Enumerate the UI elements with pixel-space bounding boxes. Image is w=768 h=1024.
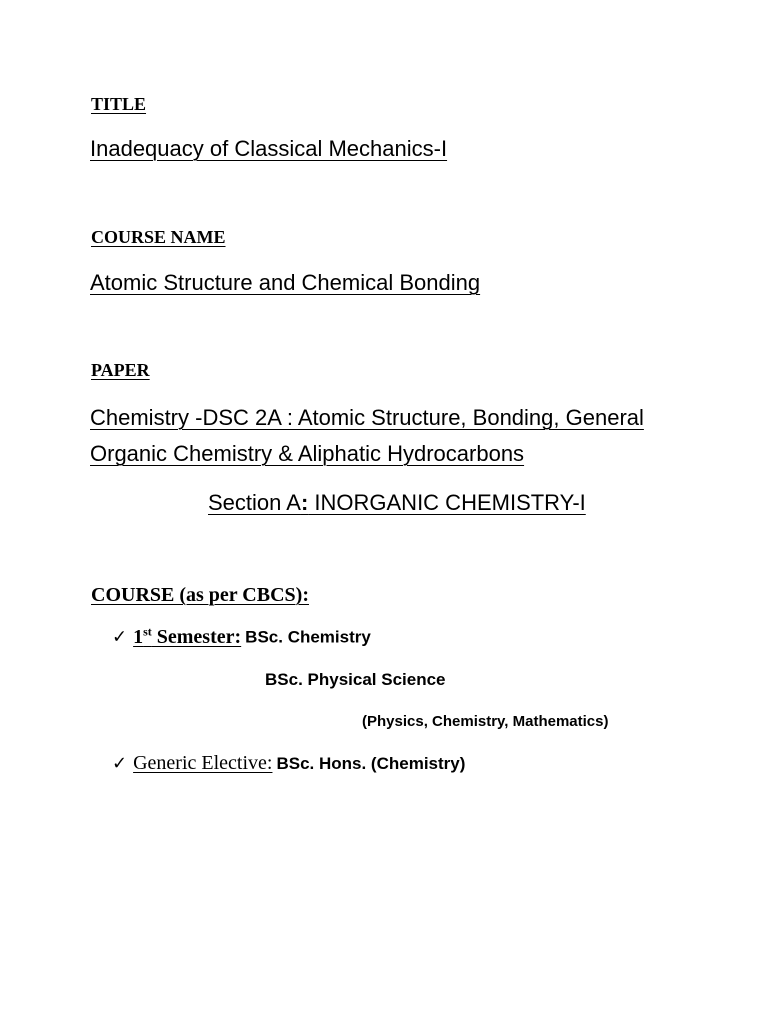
semester-label: 1st Semester: xyxy=(133,624,242,648)
checkmark-icon: ✓ xyxy=(112,626,128,648)
generic-elective-value: BSc. Hons. (Chemistry) xyxy=(276,754,466,773)
course-name-label: COURSE NAME xyxy=(91,227,226,247)
semester-value: BSc. Chemistry xyxy=(245,627,371,647)
section-heading xyxy=(208,490,586,516)
list-item-semester xyxy=(112,624,371,649)
semester-extra-2: (Physics, Chemistry, Mathematics) xyxy=(362,713,609,730)
title-text: Inadequacy of Classical Mechanics-I xyxy=(90,136,448,161)
paper-label: PAPER xyxy=(91,360,150,380)
section-name: INORGANIC CHEMISTRY-I xyxy=(308,490,586,515)
paper-text-line-1: Chemistry -DSC 2A : Atomic Structure, Bonding, General xyxy=(90,405,644,430)
list-item-generic-elective xyxy=(112,752,465,775)
section-prefix: Section A xyxy=(208,490,301,515)
section-colon: : xyxy=(300,490,309,515)
semester-extra-1: BSc. Physical Science xyxy=(265,670,446,689)
course-name-text: Atomic Structure and Chemical Bonding xyxy=(90,270,481,295)
checkmark-icon: ✓ xyxy=(112,753,128,774)
paper-text-line-2: Organic Chemistry & Aliphatic Hydrocarbons xyxy=(90,441,525,466)
course-heading: COURSE (as per CBCS): xyxy=(91,584,309,606)
generic-elective-label: Generic Elective: xyxy=(133,752,273,774)
title-label: TITLE xyxy=(91,94,147,114)
